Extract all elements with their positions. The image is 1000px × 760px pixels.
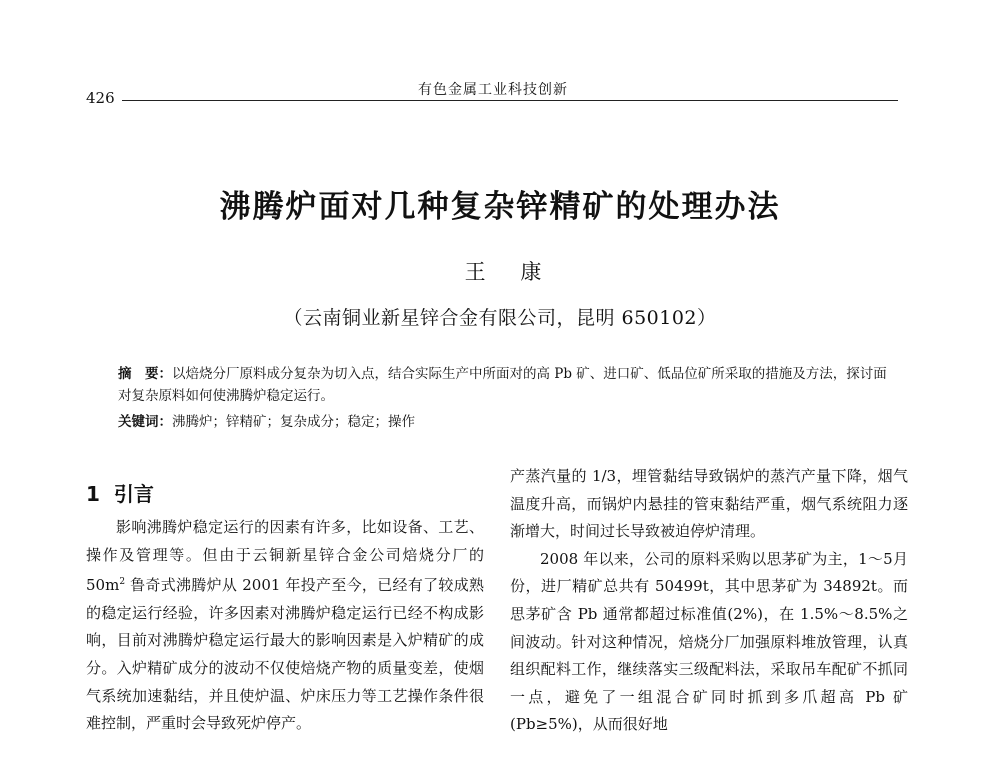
journal-name: 有色金属工业科技创新	[418, 82, 568, 98]
intro-text-b: 鲁奇式沸腾炉从 2001 年投产至今，已经有了较成熟的稳定运行经验，许多因素对沸腾炉稳定运行已经不构成影响，目前对沸腾炉稳定运行最大的影响因素是入炉精矿的成分。入炉精矿成分的波动不仅使焙烧产物的质量变差，使烟气系统加速黏结，并且使炉温、炉床压力等工艺操作条件很难控制，严重时会导致死炉停产。	[86, 576, 484, 733]
right-paragraph-2: 2008 年以来，公司的原料采购以思茅矿为主，1～5月份，进厂精矿总共有 50499t，其中思茅矿为 34892t。而思茅矿含 Pb 通常都超过标准值(2%)，在 1.5%～8.5%之间波动。针对这种情况，焙烧分厂加强原料堆放管理，认真组织配料工作，继续落实三级配料法，采取吊车配矿不抓同一点，避免了一组混合矿同时抓到多爪超高 Pb 矿(Pb≥5%)，从而很好地	[510, 549, 908, 734]
section-title: 引言	[113, 482, 154, 506]
left-column	[86, 514, 484, 738]
right-column	[510, 463, 908, 739]
page-number: 426	[86, 89, 115, 107]
keywords-label: 关键词：	[118, 414, 172, 430]
intro-text-a: 影响沸腾炉稳定运行的因素有许多，比如设备、工艺、操作及管理等。但由于云铜新星锌合金公司焙烧分厂的 50m	[86, 518, 484, 595]
article-title: 沸腾炉面对几种复杂锌精矿的处理办法	[219, 189, 781, 225]
keywords	[118, 411, 888, 433]
intro-paragraph	[86, 514, 484, 738]
abstract	[118, 363, 888, 407]
header-rule	[122, 100, 898, 101]
affiliation: （云南铜业新星锌合金有限公司，昆明 650102）	[283, 307, 717, 329]
author: 王 康	[464, 260, 556, 284]
section-heading	[86, 478, 154, 507]
abstract-text: 以焙烧分厂原料成分复杂为切入点，结合实际生产中所面对的高 Pb 矿、进口矿、低品位矿所采取的措施及方法，探讨面对复杂原料如何使沸腾炉稳定运行。	[118, 366, 887, 404]
keywords-text: 沸腾炉；锌精矿；复杂成分；稳定；操作	[172, 414, 415, 430]
abstract-label: 摘 要：	[118, 366, 172, 382]
area-superscript: 2	[119, 577, 126, 588]
right-paragraph-1: 产蒸汽量的 1/3，埋管黏结导致锅炉的蒸汽产量下降，烟气温度升高，而锅炉内悬挂的管束黏结严重，烟气系统阻力逐渐增大，时间过长导致被迫停炉清理。	[510, 467, 908, 541]
section-number: 1	[86, 482, 100, 506]
